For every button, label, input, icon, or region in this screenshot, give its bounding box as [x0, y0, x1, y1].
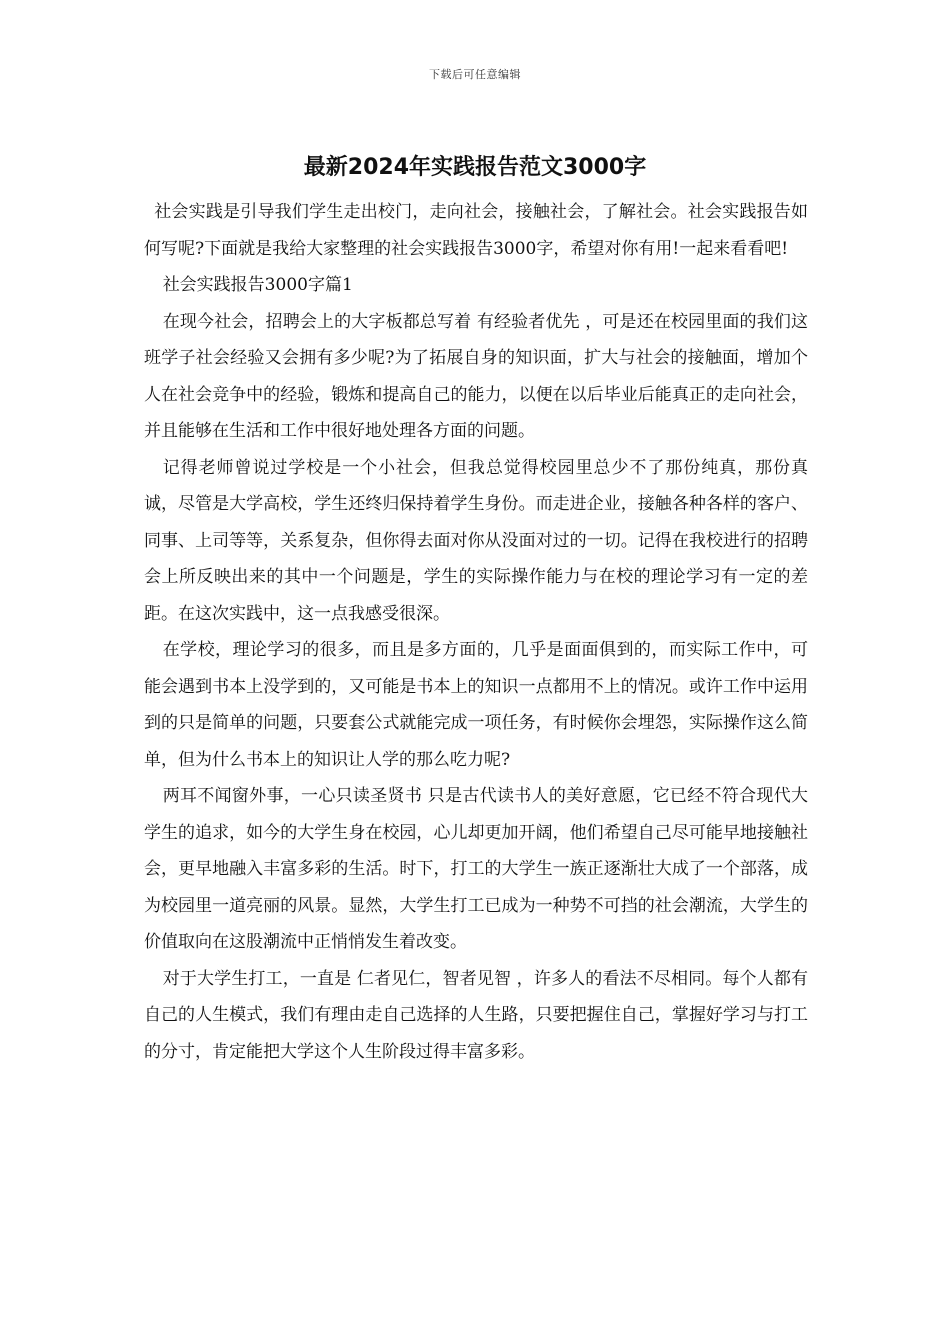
document-title: 最新2024年实践报告范文3000字	[303, 155, 647, 180]
paragraph-intro: 社会实践是引导我们学生走出校门，走向社会，接触社会，了解社会。社会实践报告如何写呢?下面就是我给大家整理的社会实践报告3000字，希望对你有用!一起来看看吧!	[144, 202, 808, 259]
header-note: 下载后可任意编辑	[429, 68, 521, 81]
document-body	[144, 194, 808, 1070]
paragraph: 在学校，理论学习的很多，而且是多方面的，几乎是面面俱到的，而实际工作中，可能会遇到书本上没学到的，又可能是书本上的知识一点都用不上的情况。或许工作中运用到的只是简单的问题，只要套公式就能完成一项任务，有时候你会埋怨，实际操作这么简单，但为什么书本上的知识让人学的那么吃力呢?	[144, 640, 808, 770]
paragraph: 对于大学生打工，一直是 仁者见仁，智者见智 ，许多人的看法不尽相同。每个人都有自己的人生模式，我们有理由走自己选择的人生路，只要把握住自己，掌握好学习与打工的分寸，肯定能把大学这个人生阶段过得丰富多彩。	[144, 968, 808, 1062]
paragraph: 两耳不闻窗外事，一心只读圣贤书 只是古代读书人的美好意愿，它已经不符合现代大学生的追求，如今的大学生身在校园，心儿却更加开阔，他们希望自己尽可能早地接触社会，更早地融入丰富多彩的生活。时下，打工的大学生一族正逐渐壮大成了一个部落，成为校园里一道亮丽的风景。显然，大学生打工已成为一种势不可挡的社会潮流，大学生的价值取向在这股潮流中正悄悄发生着改变。	[144, 786, 808, 952]
paragraph: 在现今社会，招聘会上的大字板都总写着 有经验者优先 ，可是还在校园里面的我们这班学子社会经验又会拥有多少呢?为了拓展自身的知识面，扩大与社会的接触面，增加个人在社会竞争中的经验，锻炼和提高自己的能力，以便在以后毕业后能真正的走向社会，并且能够在生活和工作中很好地处理各方面的问题。	[144, 311, 808, 441]
paragraph: 记得老师曾说过学校是一个小社会，但我总觉得校园里总少不了那份纯真，那份真诚，尽管是大学高校，学生还终归保持着学生身份。而走进企业，接触各种各样的客户、同事、上司等等，关系复杂，但你得去面对你从没面对过的一切。记得在我校进行的招聘会上所反映出来的其中一个问题是，学生的实际操作能力与在校的理论学习有一定的差距。在这次实践中，这一点我感受很深。	[144, 457, 808, 624]
section-heading: 社会实践报告3000字篇1	[162, 275, 353, 295]
